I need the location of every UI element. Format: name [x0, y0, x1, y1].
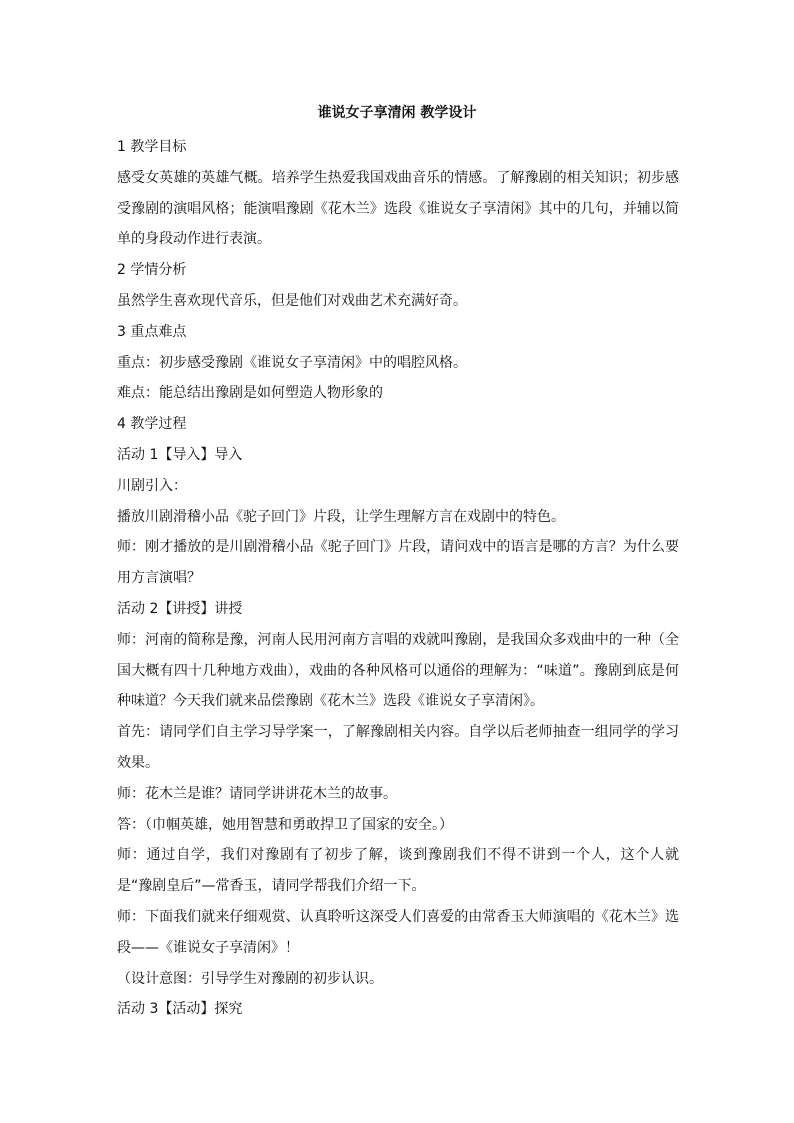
paragraph: 师：河南的简称是豫，河南人民用河南方言唱的戏就叫豫剧，是我国众多戏曲中的一种（全国大概有四十几种地方戏曲），戏曲的各种风格可以通俗的理解为：“味道”。豫剧到底是何种味道？今天我们就来品偿豫剧《花木兰》选段《谁说女子享清闲》。 — [117, 631, 679, 710]
activity-2-heading: 活动 2【讲授】讲授 — [117, 600, 243, 617]
document-body — [117, 132, 679, 1025]
activity-3-heading: 活动 3【活动】探究 — [117, 1001, 243, 1018]
paragraph: 师：刚才播放的是川剧滑稽小品《驼子回门》片段，请问戏中的语言是哪的方言？为什么要用方言演唱？ — [117, 539, 679, 587]
difficulty-text: 难点：能总结出豫剧是如何塑造人物形象的 — [117, 385, 383, 402]
section-heading-objectives: 1 教学目标 — [117, 139, 187, 155]
section-heading-process: 4 教学过程 — [117, 416, 187, 433]
student-analysis-text: 虽然学生喜欢现代音乐，但是他们对戏曲艺术充满好奇。 — [117, 292, 467, 309]
paragraph: 川剧引入： — [117, 477, 187, 494]
design-intent-text: （设计意图：引导学生对豫剧的初步认识。 — [117, 970, 383, 987]
key-point-text: 重点：初步感受豫剧《谁说女子享清闲》中的唱腔风格。 — [117, 354, 467, 371]
paragraph: 师：花木兰是谁？请同学讲讲花木兰的故事。 — [117, 785, 397, 802]
activity-1-heading: 活动 1【导入】导入 — [117, 446, 243, 463]
paragraph: 答：（巾帼英雄，她用智慧和勇敢捍卫了国家的安全。） — [117, 816, 453, 833]
paragraph: 师：下面我们就来仔细观赏、认真聆听这深受人们喜爱的由常香玉大师演唱的《花木兰》选段——《谁说女子享清闲》！ — [117, 908, 679, 956]
paragraph: 首先：请同学们自主学习导学案一，了解豫剧相关内容。自学以后老师抽查一组同学的学习效果。 — [117, 724, 679, 771]
paragraph: 师：通过自学，我们对豫剧有了初步了解，谈到豫剧我们不得不讲到一个人，这个人就是“豫剧皇后”—常香玉，请同学帮我们介绍一下。 — [117, 847, 679, 895]
objectives-text: 感受女英雄的英雄气概。培养学生热爱我国戏曲音乐的情感。了解豫剧的相关知识；初步感受豫剧的演唱风格；能演唱豫剧《花木兰》选段《谁说女子享清闲》其中的几句，并辅以简单的身段动作进行表演。 — [117, 169, 679, 248]
section-heading-key-points: 3 重点难点 — [117, 323, 187, 340]
section-heading-student-analysis: 2 学情分析 — [117, 262, 187, 279]
document-title: 谁说女子享清闲 教学设计 — [317, 105, 477, 121]
paragraph: 播放川剧滑稽小品《驼子回门》片段，让学生理解方言在戏剧中的特色。 — [117, 508, 565, 525]
